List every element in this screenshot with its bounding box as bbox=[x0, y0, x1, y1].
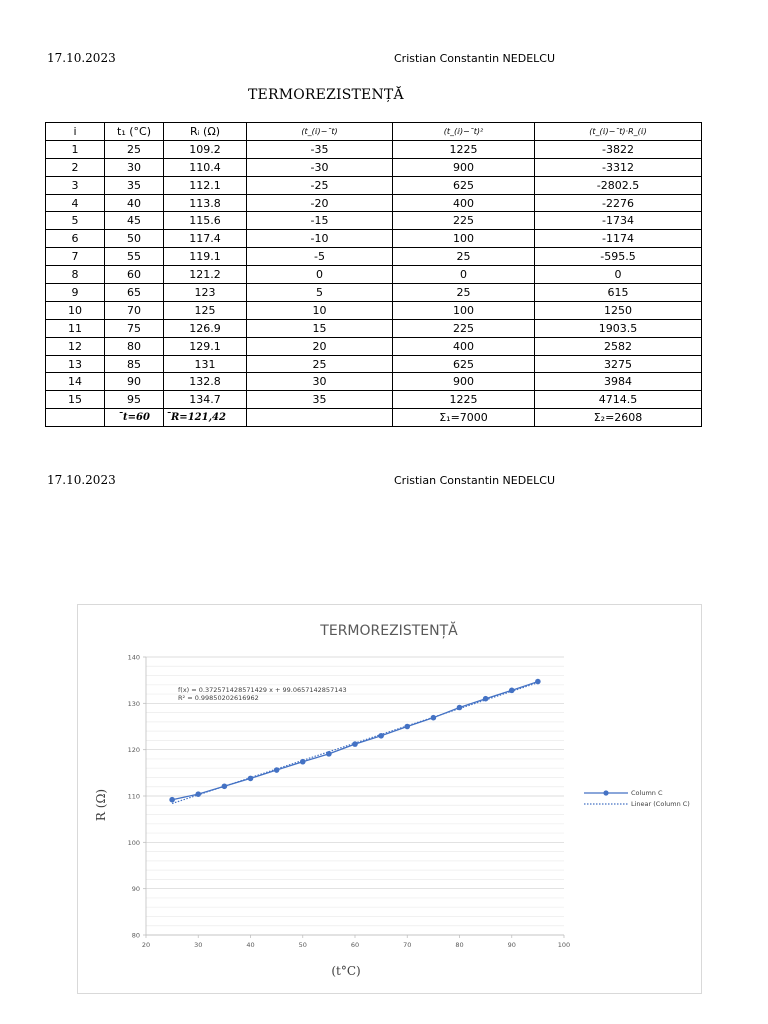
cell-deviation-times-r: 1250 bbox=[535, 301, 702, 319]
cell-deviation-squared: 0 bbox=[393, 266, 535, 284]
cell-temperature: 55 bbox=[105, 248, 164, 266]
cell-deviation: 30 bbox=[247, 373, 393, 391]
data-point bbox=[483, 696, 489, 702]
cell-index: 15 bbox=[46, 391, 105, 409]
cell-deviation-times-r: -2802.5 bbox=[535, 176, 702, 194]
cell-deviation-times-r: 3984 bbox=[535, 373, 702, 391]
cell-index: 1 bbox=[46, 140, 105, 158]
y-tick-label: 100 bbox=[127, 838, 140, 847]
cell-resistance: 134.7 bbox=[164, 391, 247, 409]
cell-deviation-times-r: 3275 bbox=[535, 355, 702, 373]
data-point bbox=[404, 724, 410, 730]
header-resistance: Rᵢ (Ω) bbox=[164, 123, 247, 141]
footer-sum-2: Σ₂=2608 bbox=[535, 409, 702, 427]
data-point bbox=[431, 715, 437, 721]
cell-deviation-squared: 25 bbox=[393, 248, 535, 266]
y-tick-label: 140 bbox=[127, 653, 140, 662]
cell-resistance: 119.1 bbox=[164, 248, 247, 266]
table-row bbox=[46, 337, 702, 355]
cell-deviation-times-r: -595.5 bbox=[535, 248, 702, 266]
cell-deviation-times-r: 2582 bbox=[535, 337, 702, 355]
cell-deviation: 25 bbox=[247, 355, 393, 373]
cell-index: 5 bbox=[46, 212, 105, 230]
cell-temperature: 45 bbox=[105, 212, 164, 230]
cell-deviation-squared: 900 bbox=[393, 158, 535, 176]
header-deviation-squared: (t_(ⅈ)−¯t)² bbox=[393, 123, 535, 141]
cell-deviation-squared: 625 bbox=[393, 176, 535, 194]
cell-deviation-squared: 400 bbox=[393, 194, 535, 212]
chart-legend bbox=[584, 789, 690, 808]
cell-deviation: -20 bbox=[247, 194, 393, 212]
table-row bbox=[46, 194, 702, 212]
footer-author: Cristian Constantin NEDELCU bbox=[394, 474, 556, 487]
data-point bbox=[378, 733, 384, 739]
cell-index: 9 bbox=[46, 284, 105, 302]
y-tick-label: 110 bbox=[127, 792, 140, 801]
cell-resistance: 126.9 bbox=[164, 319, 247, 337]
cell-deviation-times-r: -2276 bbox=[535, 194, 702, 212]
document-title: TERMOREZISTENȚĂ bbox=[248, 87, 404, 103]
table-footer bbox=[46, 409, 702, 427]
cell-deviation: -10 bbox=[247, 230, 393, 248]
header-deviation-times-r: (t_(ⅈ)−¯t)·R_(ⅈ) bbox=[535, 123, 702, 141]
table-footer-row bbox=[46, 409, 702, 427]
footer-sum-1: Σ₁=7000 bbox=[393, 409, 535, 427]
cell-index: 7 bbox=[46, 248, 105, 266]
data-point bbox=[169, 797, 175, 803]
data-point bbox=[274, 767, 280, 773]
cell-deviation: -15 bbox=[247, 212, 393, 230]
cell-deviation-squared: 225 bbox=[393, 212, 535, 230]
x-tick-label: 20 bbox=[141, 941, 151, 949]
data-point bbox=[248, 776, 254, 782]
legend-series-marker bbox=[603, 790, 608, 795]
cell-resistance: 132.8 bbox=[164, 373, 247, 391]
y-tick-label: 130 bbox=[127, 699, 140, 708]
cell-index: 12 bbox=[46, 337, 105, 355]
header-date: 17.10.2023 bbox=[47, 51, 116, 65]
table-row bbox=[46, 373, 702, 391]
resistance-chart bbox=[78, 605, 701, 993]
cell-resistance: 117.4 bbox=[164, 230, 247, 248]
cell-temperature: 95 bbox=[105, 391, 164, 409]
cell-deviation-squared: 1225 bbox=[393, 140, 535, 158]
table-row bbox=[46, 230, 702, 248]
x-tick-label: 40 bbox=[246, 941, 255, 949]
cell-resistance: 125 bbox=[164, 301, 247, 319]
cell-resistance: 113.8 bbox=[164, 194, 247, 212]
cell-resistance: 131 bbox=[164, 355, 247, 373]
y-tick-label: 120 bbox=[127, 746, 140, 755]
table-row bbox=[46, 284, 702, 302]
chart-title: TERMOREZISTENȚĂ bbox=[320, 623, 458, 639]
data-point bbox=[222, 783, 228, 789]
cell-deviation: -35 bbox=[247, 140, 393, 158]
cell-deviation: -30 bbox=[247, 158, 393, 176]
cell-deviation-squared: 900 bbox=[393, 373, 535, 391]
data-point bbox=[195, 791, 201, 797]
cell-temperature: 70 bbox=[105, 301, 164, 319]
cell-temperature: 25 bbox=[105, 140, 164, 158]
cell-deviation-times-r: -3822 bbox=[535, 140, 702, 158]
x-tick-label: 80 bbox=[455, 941, 464, 949]
cell-deviation: -5 bbox=[247, 248, 393, 266]
cell-index: 13 bbox=[46, 355, 105, 373]
legend-series-label: Column C bbox=[631, 789, 663, 797]
cell-deviation-times-r: 615 bbox=[535, 284, 702, 302]
table-row bbox=[46, 140, 702, 158]
cell-index: 3 bbox=[46, 176, 105, 194]
cell-temperature: 60 bbox=[105, 266, 164, 284]
table-row bbox=[46, 355, 702, 373]
cell-index: 10 bbox=[46, 301, 105, 319]
trendline-equation: f(x) = 0.372571428571429 x + 99.0657142857143 bbox=[178, 686, 347, 694]
cell-temperature: 90 bbox=[105, 373, 164, 391]
cell-index: 8 bbox=[46, 266, 105, 284]
legend-trendline-label: Linear (Column C) bbox=[631, 800, 690, 808]
cell-deviation: 10 bbox=[247, 301, 393, 319]
footer-cell-empty bbox=[46, 409, 105, 427]
cell-index: 11 bbox=[46, 319, 105, 337]
footer-mean-r: ¯R=121,42 bbox=[164, 409, 247, 427]
cell-deviation-squared: 400 bbox=[393, 337, 535, 355]
cell-deviation-squared: 25 bbox=[393, 284, 535, 302]
table-header-row bbox=[46, 123, 702, 141]
table-row bbox=[46, 301, 702, 319]
cell-temperature: 80 bbox=[105, 337, 164, 355]
table-row bbox=[46, 212, 702, 230]
header-temperature: t₁ (°C) bbox=[105, 123, 164, 141]
x-tick-label: 70 bbox=[403, 941, 412, 949]
data-point bbox=[352, 741, 358, 747]
footer-cell-blank bbox=[247, 409, 393, 427]
data-point bbox=[300, 759, 306, 765]
data-point bbox=[535, 679, 541, 685]
header-author: Cristian Constantin NEDELCU bbox=[394, 52, 556, 65]
cell-deviation: 0 bbox=[247, 266, 393, 284]
footer-mean-t: ¯t=60 bbox=[105, 409, 164, 427]
cell-deviation-times-r: -1174 bbox=[535, 230, 702, 248]
cell-resistance: 115.6 bbox=[164, 212, 247, 230]
cell-deviation-times-r: -1734 bbox=[535, 212, 702, 230]
table-row bbox=[46, 319, 702, 337]
header-deviation: (t_(ⅈ)−¯t) bbox=[247, 123, 393, 141]
cell-temperature: 85 bbox=[105, 355, 164, 373]
cell-deviation: 5 bbox=[247, 284, 393, 302]
cell-temperature: 50 bbox=[105, 230, 164, 248]
footer-date: 17.10.2023 bbox=[47, 473, 116, 487]
data-point bbox=[509, 688, 515, 694]
cell-deviation-times-r: -3312 bbox=[535, 158, 702, 176]
x-tick-label: 90 bbox=[507, 941, 516, 949]
data-point bbox=[457, 705, 463, 711]
table-row bbox=[46, 158, 702, 176]
x-tick-label: 30 bbox=[194, 941, 203, 949]
cell-resistance: 123 bbox=[164, 284, 247, 302]
cell-deviation-times-r: 4714.5 bbox=[535, 391, 702, 409]
cell-deviation-times-r: 0 bbox=[535, 266, 702, 284]
table-row bbox=[46, 266, 702, 284]
table-row bbox=[46, 176, 702, 194]
cell-temperature: 30 bbox=[105, 158, 164, 176]
x-tick-label: 50 bbox=[298, 941, 307, 949]
cell-deviation: 35 bbox=[247, 391, 393, 409]
cell-index: 6 bbox=[46, 230, 105, 248]
cell-index: 14 bbox=[46, 373, 105, 391]
cell-index: 2 bbox=[46, 158, 105, 176]
trendline-r2: R² = 0.99850202616962 bbox=[178, 694, 259, 702]
data-table bbox=[45, 122, 702, 427]
cell-temperature: 65 bbox=[105, 284, 164, 302]
header-index: i bbox=[46, 123, 105, 141]
cell-deviation: 20 bbox=[247, 337, 393, 355]
data-point bbox=[326, 751, 332, 757]
table-row bbox=[46, 248, 702, 266]
x-axis-label: (t°C) bbox=[331, 964, 361, 978]
cell-deviation-squared: 625 bbox=[393, 355, 535, 373]
cell-deviation-times-r: 1903.5 bbox=[535, 319, 702, 337]
cell-deviation-squared: 1225 bbox=[393, 391, 535, 409]
cell-deviation: -25 bbox=[247, 176, 393, 194]
chart-container bbox=[77, 604, 702, 994]
cell-deviation-squared: 225 bbox=[393, 319, 535, 337]
cell-resistance: 121.2 bbox=[164, 266, 247, 284]
y-tick-label: 80 bbox=[131, 931, 140, 940]
cell-resistance: 109.2 bbox=[164, 140, 247, 158]
table-body bbox=[46, 140, 702, 408]
table-row bbox=[46, 391, 702, 409]
cell-temperature: 40 bbox=[105, 194, 164, 212]
cell-resistance: 129.1 bbox=[164, 337, 247, 355]
cell-deviation-squared: 100 bbox=[393, 230, 535, 248]
cell-temperature: 75 bbox=[105, 319, 164, 337]
x-tick-label: 60 bbox=[350, 941, 360, 949]
y-tick-label: 90 bbox=[131, 885, 140, 894]
cell-temperature: 35 bbox=[105, 176, 164, 194]
table-header bbox=[46, 123, 702, 141]
cell-deviation-squared: 100 bbox=[393, 301, 535, 319]
cell-index: 4 bbox=[46, 194, 105, 212]
y-axis-label: R (Ω) bbox=[94, 788, 108, 822]
cell-resistance: 110.4 bbox=[164, 158, 247, 176]
x-tick-label: 100 bbox=[557, 941, 571, 949]
cell-resistance: 112.1 bbox=[164, 176, 247, 194]
cell-deviation: 15 bbox=[247, 319, 393, 337]
